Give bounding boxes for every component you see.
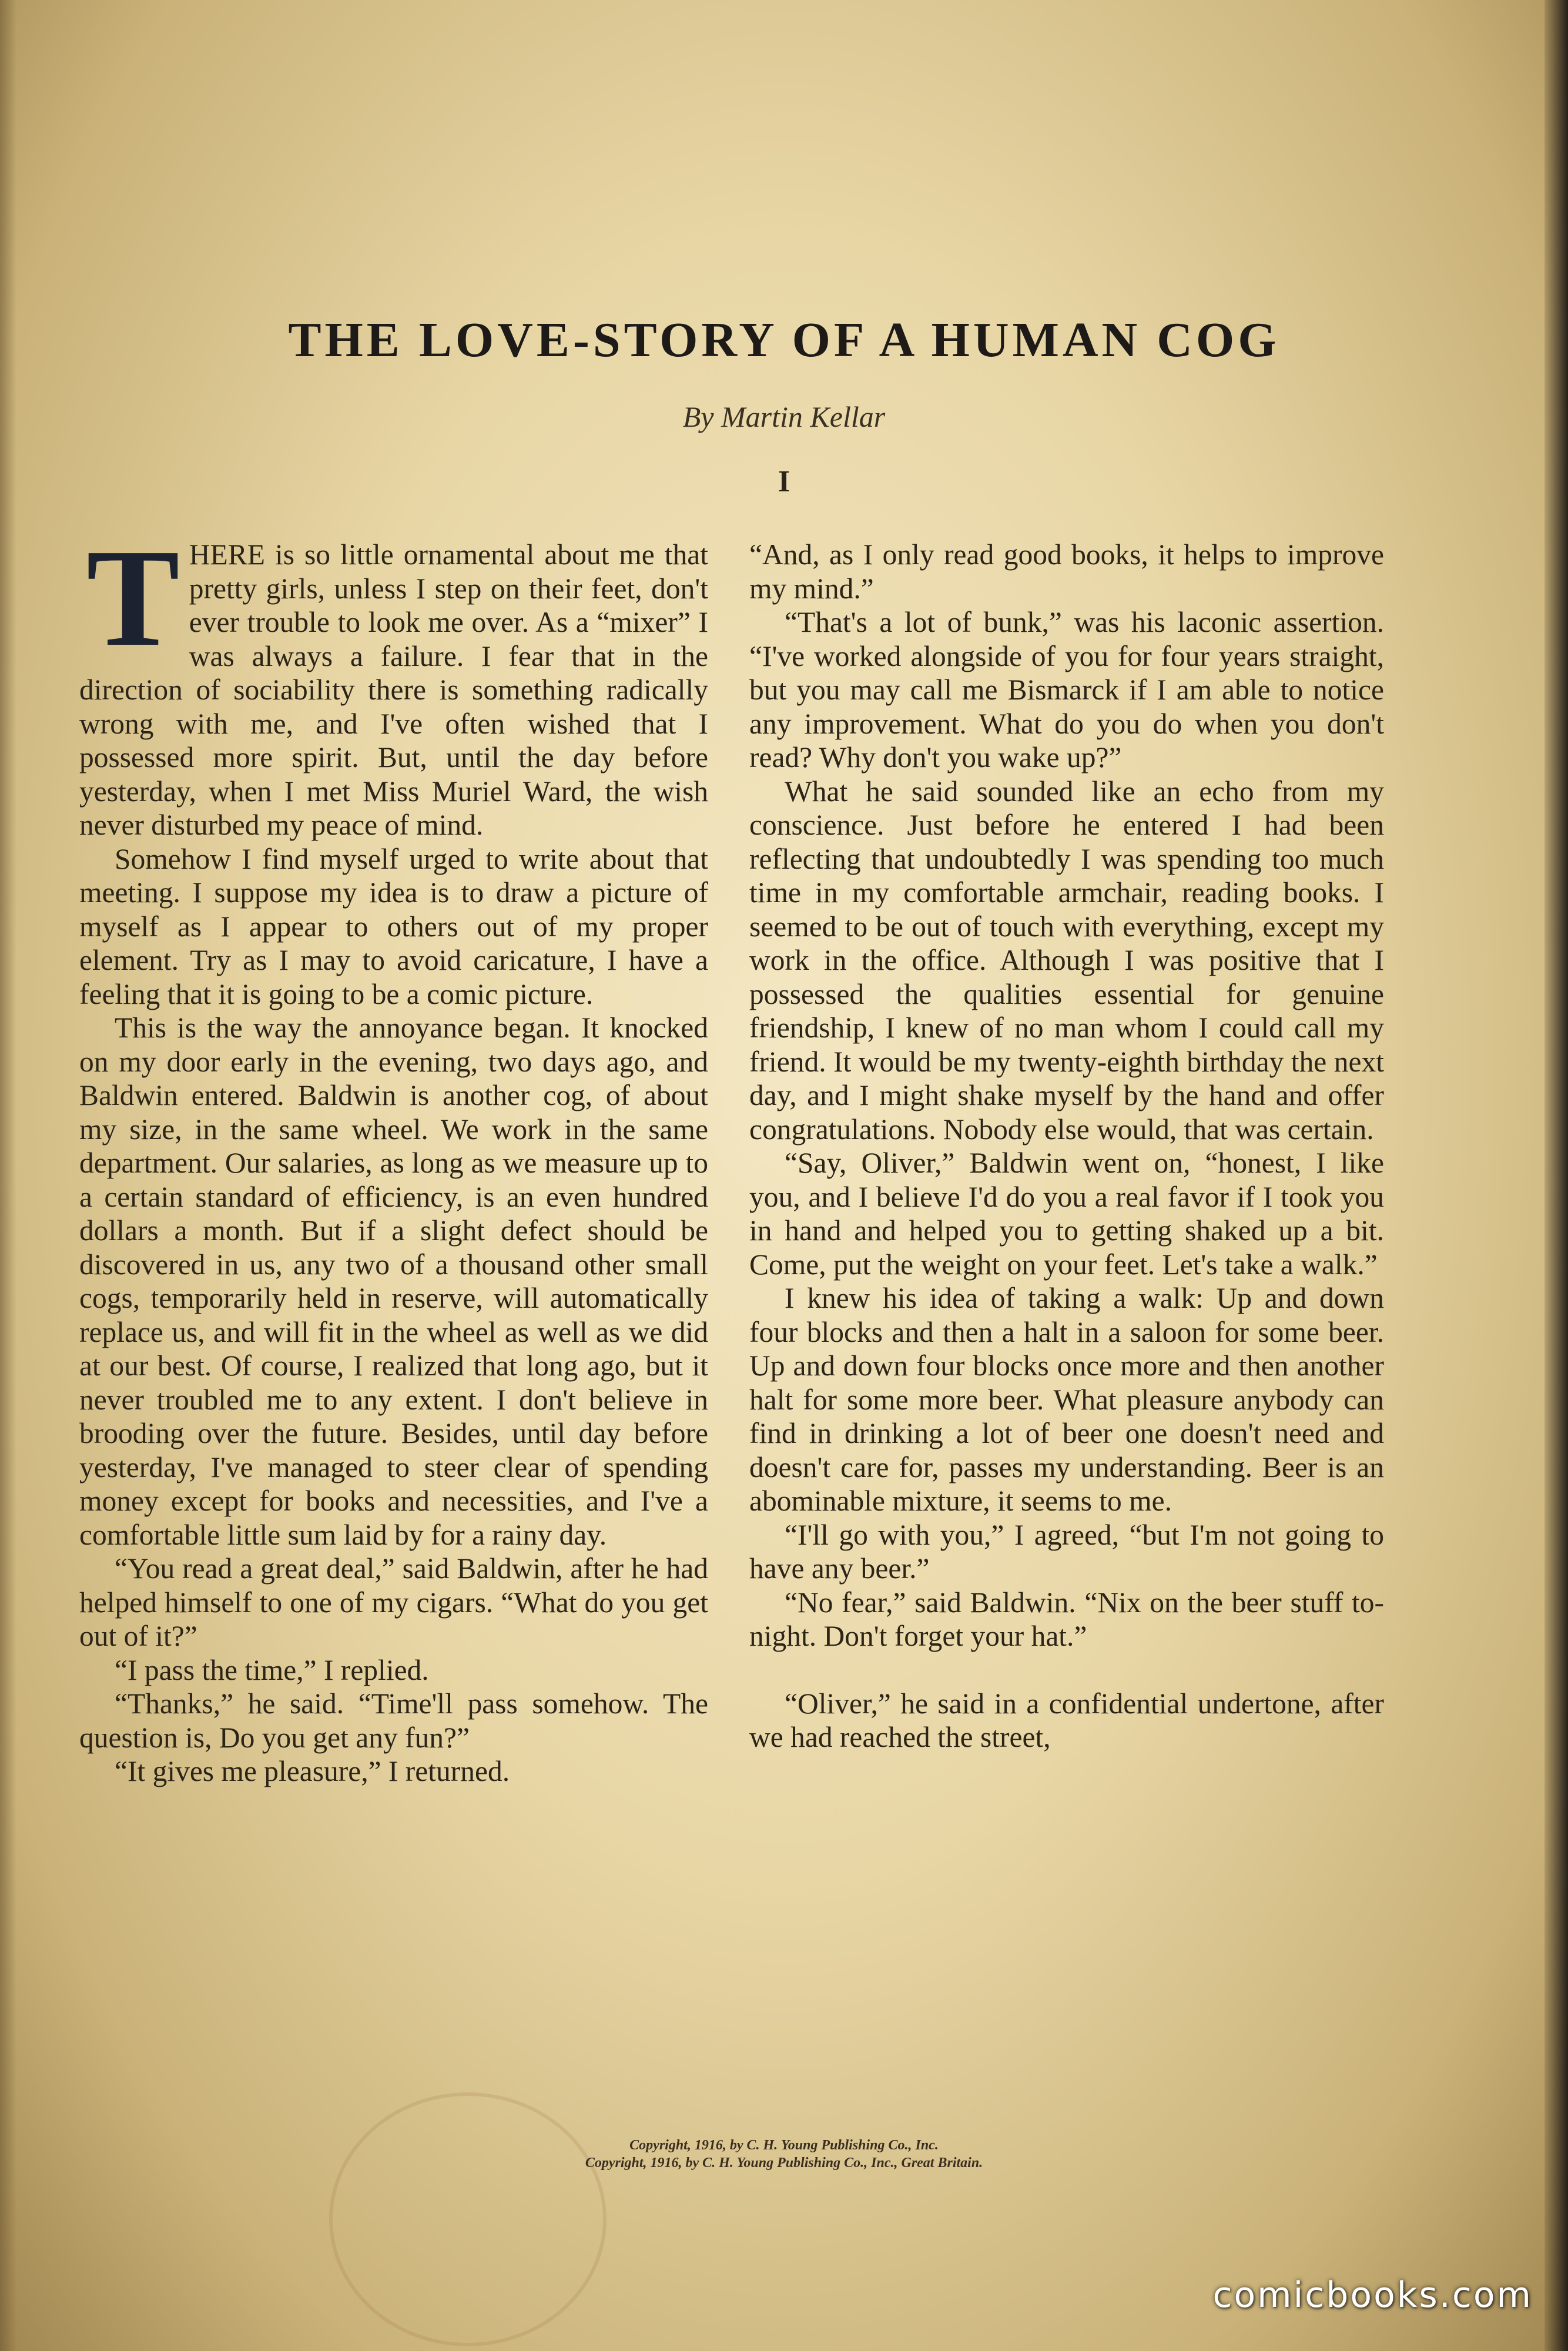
paragraph: THERE is so little ornamental about me that pretty girls, unless I step on their feet, don't ever trouble to look me over. As a “mixer” I was always a failure. I fear that in the direction of sociability there is something radically wrong with me, and I've often wished that I possessed more spirit. But, until the day before yesterday, when I met Miss Muriel Ward, the wish never disturbed my peace of mind.: [79, 521, 708, 841]
paragraph: “That's a lot of bunk,” was his laconic assertion. “I've worked alongside of you for four years straight, but you may call me Bismarck if I am able to notice any improvement. What do you do when you don't read? Why don't you wake up?”: [749, 606, 1384, 773]
drop-cap: T: [86, 521, 180, 675]
site-watermark: comicbooks.com: [1212, 2275, 1533, 2316]
text-column-right: [749, 538, 1384, 1754]
paragraph: Somehow I find myself urged to write about that meeting. I suppose my idea is to draw a picture of myself as I appear to others out of my proper element. Try as I may to avoid caricature, I have a feeling that it is going to be a comic picture.: [79, 842, 708, 1010]
paragraph: This is the way the annoyance began. It knocked on my door early in the evening, two days ago, and Baldwin entered. Baldwin is another cog, of about my size, in the same wheel. We work in the same department. Our salaries, as long as we measure up to a certain standard of efficiency, is an even hundred dollars a month. But if a slight defect should be discovered in us, any two of a thousand other small cogs, temporarily held in reserve, will automatically replace us, and will fit in the wheel as well as we did at our best. Of course, I realized that long ago, but it never troubled me to any extent. I don't believe in brooding over the future. Besides, until day before yesterday, I've managed to steer clear of spending money except for books and necessities, and I've a comfortable little sum laid by for a rainy day.: [79, 1012, 708, 1551]
paragraph: “Oliver,” he said in a confidential undertone, after we had reached the street,: [749, 1687, 1384, 1753]
paragraph: “No fear,” said Baldwin. “Nix on the beer stuff to-night. Don't forget your hat.”: [749, 1586, 1384, 1652]
paragraph: “It gives me pleasure,” I returned.: [115, 1755, 510, 1787]
paragraph: “I pass the time,” I replied.: [115, 1653, 429, 1686]
paragraph: What he said sounded like an echo from my conscience. Just before he entered I had been reflecting that undoubtedly I was spending too much time in my comfortable armchair, reading books. I seemed to be out of touch with everything, except my work in the office. Although I was positive that I possessed the qualities essential for genuine friendship, I knew of no man whom I could call my friend. It would be my twenty-eighth birthday the next day, and I might shake myself by the hand and offer congratulations. Nobody else would, that was certain.: [749, 775, 1384, 1146]
copyright-line: Copyright, 1916, by C. H. Young Publishing Co., Inc.: [629, 2138, 939, 2153]
copyright-notice: [0, 2136, 1568, 2172]
text-column-left: [79, 521, 708, 1789]
paragraph: “You read a great deal,” said Baldwin, after he had helped himself to one of my cigars. “What do you get out of it?”: [79, 1552, 708, 1652]
copyright-line: Copyright, 1916, by C. H. Young Publishing Co., Inc., Great Britain.: [585, 2155, 983, 2171]
paper-stain: [329, 2092, 607, 2346]
section-numeral: I: [778, 465, 790, 498]
paragraph: “Say, Oliver,” Baldwin went on, “honest, I like you, and I believe I'd do you a real favor if I took you in hand and helped you to getting shaked up a bit. Come, put the weight on your feet. Let's take a walk.”: [749, 1147, 1384, 1281]
paragraph: I knew his idea of taking a walk: Up and down four blocks and then a halt in a saloon for some beer. Up and down four blocks once more and then another halt for some more beer. What pleasure anybody can find in drinking a lot of beer one doesn't need and doesn't care for, passes my understanding. Beer is an abominable mixture, it seems to me.: [749, 1282, 1384, 1517]
paragraph: “And, as I only read good books, it helps to improve my mind.”: [749, 538, 1384, 605]
story-byline: By Martin Kellar: [682, 400, 886, 433]
paragraph: “I'll go with you,” I agreed, “but I'm not going to have any beer.”: [749, 1518, 1384, 1585]
story-title: THE LOVE-STORY OF A HUMAN COG: [288, 313, 1280, 367]
paragraph: “Thanks,” he said. “Time'll pass somehow. The question is, Do you get any fun?”: [79, 1687, 708, 1754]
